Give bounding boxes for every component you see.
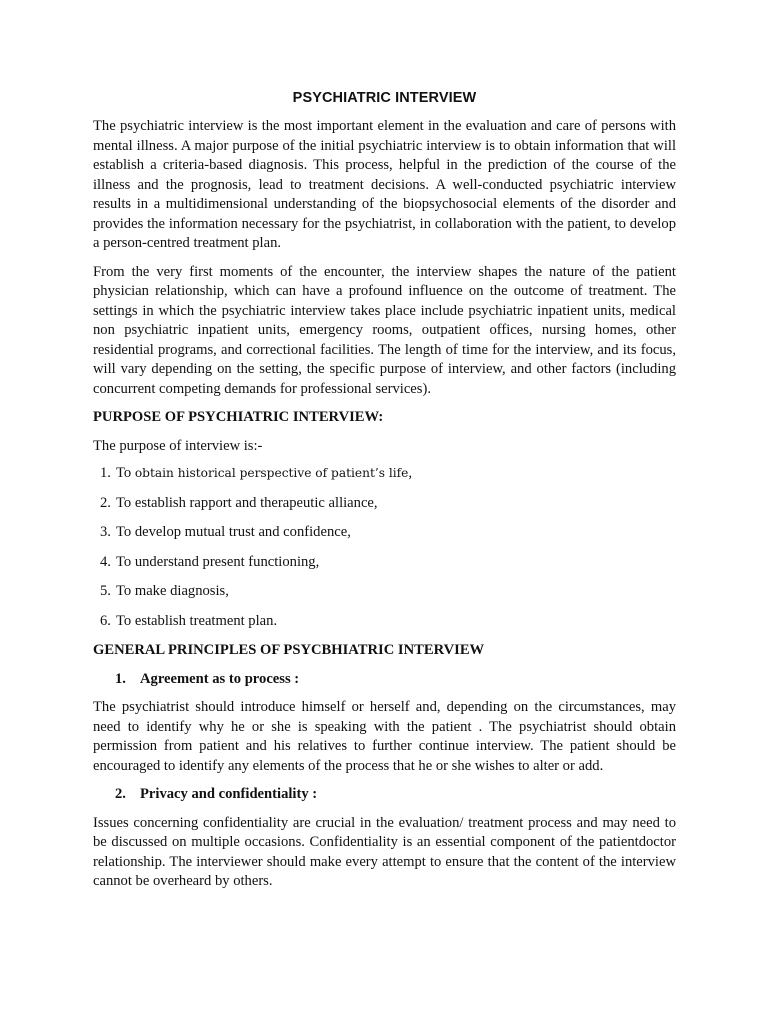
principle-title: Privacy and confidentiality :	[140, 786, 318, 802]
principles-heading: GENERAL PRINCIPLES OF PSYCBHIATRIC INTERVIEW	[93, 642, 485, 658]
list-number: 6.	[100, 612, 111, 629]
document-title: PSYCHIATRIC INTERVIEW	[292, 90, 477, 106]
list-number: 3.	[100, 524, 111, 540]
intro-paragraph-2: From the very first moments of the encounter, the interview shapes the nature of the patient physician relationship, which can have a profound influence on the outcome of treatment. The settings in which the psychiatric interview takes place include psychiatric inpatient units, medical non psychiatric inpatient units, emergency rooms, outpatient offices, nursing homes, other residential programs, and correctional facilities. The length of time for the interview, and its focus, will vary depending on the setting, the specific purpose of interview, and other factors (including concurrent competing demands for professional services).	[93, 263, 676, 397]
list-text: To develop mutual trust and confidence,	[116, 524, 351, 540]
list-number: 4.	[100, 553, 111, 570]
list-item	[93, 582, 676, 602]
intro-paragraph-1: The psychiatric interview is the most important element in the evaluation and care of persons with mental illness. A major purpose of the initial psychiatric interview is to obtain information that will establish a criteria-based diagnosis. This process, helpful in the prediction of the course of the illness and the prognosis, lead to treatment decisions. A well-conducted psychiatric interview results in a multidimensional understanding of the biopsychosocial elements of the disorder and provides the information necessary for the psychiatrist, in collaboration with the patient, to develop a person-centred treatment plan.	[93, 118, 676, 251]
list-number: 2.	[100, 494, 111, 511]
list-text: obtain historical perspective of patient’s life	[134, 466, 409, 480]
list-item	[93, 494, 676, 514]
list-item	[93, 553, 676, 573]
list-number: 5.	[100, 583, 111, 599]
list-number: 1.	[100, 465, 111, 481]
list-text-suffix: ,	[408, 465, 413, 481]
purpose-list	[93, 464, 676, 631]
list-text: To establish treatment plan.	[116, 612, 278, 629]
principle-2-body: Issues concerning confidentiality are crucial in the evaluation/ treatment process and may need to be discussed on multiple occasions. Confidentiality is an essential component of the patientdoctor relationship. The interviewer should make every attempt to ensure that the content of the interview cannot be overheard by others.	[93, 814, 676, 889]
purpose-heading: PURPOSE OF PSYCHIATRIC INTERVIEW:	[93, 409, 384, 425]
principle-2-heading	[93, 785, 676, 805]
principle-number: 2.	[115, 786, 126, 802]
list-item	[93, 612, 676, 632]
principle-1-heading	[93, 670, 676, 690]
principle-number: 1.	[115, 670, 126, 687]
principle-1-body: The psychiatrist should introduce himself or herself and, depending on the circumstances, may need to identify why he or she is speaking with the patient . The psychiatrist should obtain permission from patient and his relatives to further continue interview. The patient should be encouraged to identify any elements of the process that he or she wishes to alter or add.	[93, 699, 676, 774]
list-item	[93, 464, 676, 484]
purpose-intro: The purpose of interview is:-	[93, 437, 263, 454]
list-item	[93, 523, 676, 543]
principle-title: Agreement as to process :	[140, 670, 300, 687]
list-text: To understand present functioning,	[116, 553, 320, 570]
list-text-prefix: To	[116, 465, 135, 481]
list-text: To establish rapport and therapeutic alliance,	[116, 494, 378, 511]
list-text: To make diagnosis,	[116, 583, 229, 599]
